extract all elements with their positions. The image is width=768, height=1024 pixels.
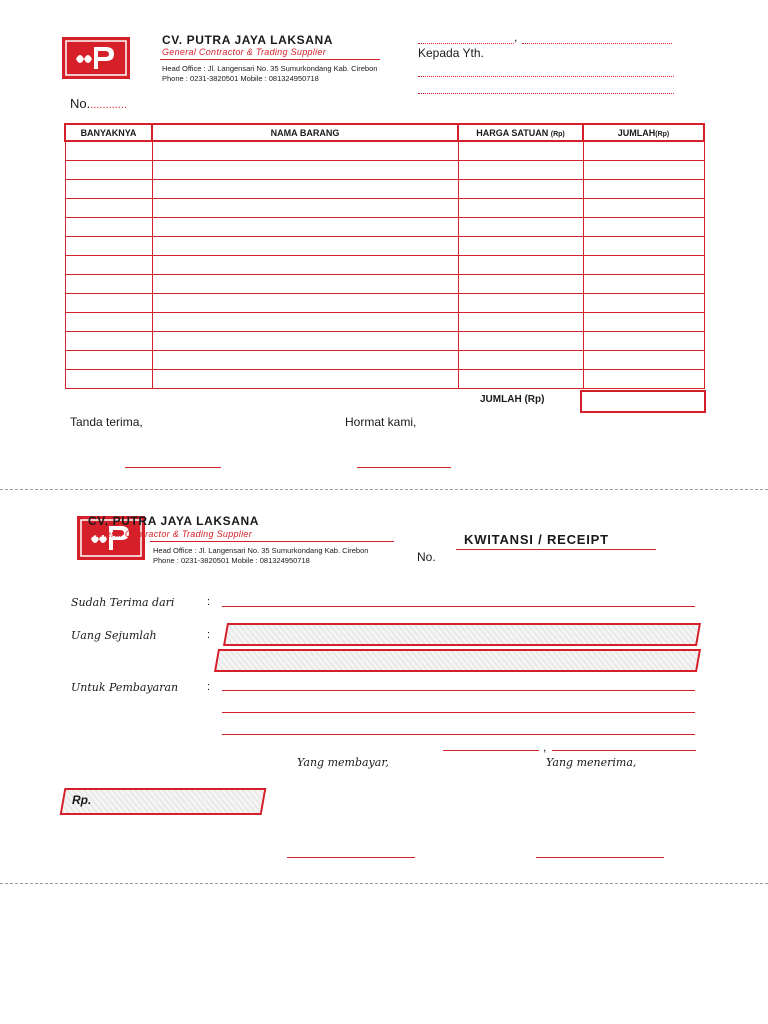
recipient-line-1[interactable] — [418, 76, 674, 77]
table-row — [65, 294, 704, 313]
received-from-line[interactable] — [222, 606, 695, 607]
qty-cell[interactable] — [65, 313, 152, 332]
item-cell[interactable] — [152, 370, 458, 389]
qty-cell[interactable] — [65, 141, 152, 161]
table-row — [65, 180, 704, 199]
receipt-company-phone: Phone : 0231-3820501 Mobile : 081324950718 — [153, 556, 310, 565]
amount-words-label: Uang Sejumlah — [71, 629, 157, 642]
payment-for-line-2[interactable] — [222, 712, 695, 713]
table-row — [65, 332, 704, 351]
unit-price-cell[interactable] — [458, 256, 583, 275]
total-cell[interactable] — [583, 294, 704, 313]
company-subtitle: General Contractor & Trading Supplier — [162, 47, 327, 57]
sender-signature-line[interactable] — [357, 467, 451, 468]
item-cell[interactable] — [152, 141, 458, 161]
qty-cell[interactable] — [65, 275, 152, 294]
qty-cell[interactable] — [65, 294, 152, 313]
receipt-company-underline — [150, 541, 394, 542]
unit-price-cell[interactable] — [458, 218, 583, 237]
unit-price-cell[interactable] — [458, 237, 583, 256]
recipient-line-2[interactable] — [418, 93, 674, 94]
table-row — [65, 237, 704, 256]
item-cell[interactable] — [152, 237, 458, 256]
place-line[interactable] — [443, 750, 539, 751]
total-cell[interactable] — [583, 180, 704, 199]
table-row — [65, 275, 704, 294]
items-table — [64, 123, 705, 389]
unit-price-cell[interactable] — [458, 275, 583, 294]
payer-label: Yang membayar, — [297, 756, 389, 769]
unit-price-cell[interactable] — [458, 161, 583, 180]
receipt-number-label: No. — [417, 550, 436, 564]
item-cell[interactable] — [152, 351, 458, 370]
total-cell[interactable] — [583, 332, 704, 351]
qty-cell[interactable] — [65, 199, 152, 218]
date-line-receipt[interactable] — [552, 750, 696, 751]
qty-cell[interactable] — [65, 218, 152, 237]
receipt-title: KWITANSI / RECEIPT — [464, 532, 609, 547]
logo-mark-icon — [64, 39, 128, 77]
payment-for-line-1[interactable] — [222, 690, 695, 691]
total-cell[interactable] — [583, 218, 704, 237]
date-year-line[interactable] — [522, 43, 672, 44]
total-cell[interactable] — [583, 237, 704, 256]
cut-line-1 — [0, 489, 768, 490]
table-row — [65, 161, 704, 180]
total-cell[interactable] — [583, 161, 704, 180]
item-cell[interactable] — [152, 256, 458, 275]
item-cell[interactable] — [152, 332, 458, 351]
company-logo — [62, 37, 130, 79]
item-cell[interactable] — [152, 180, 458, 199]
col-total: JUMLAH(Rp) — [583, 124, 704, 141]
total-box[interactable] — [580, 390, 706, 413]
payer-signature-line[interactable] — [287, 857, 415, 858]
amount-words-field-1[interactable] — [223, 623, 701, 646]
payment-for-label: Untuk Pembayaran — [71, 681, 179, 694]
recipient-label: Kepada Yth. — [418, 46, 484, 60]
total-cell[interactable] — [583, 313, 704, 332]
place-date-comma: , — [543, 740, 547, 754]
received-from-colon: : — [207, 596, 211, 608]
receiver-signature-line[interactable] — [125, 467, 221, 468]
qty-cell[interactable] — [65, 351, 152, 370]
unit-price-cell[interactable] — [458, 199, 583, 218]
payment-for-line-3[interactable] — [222, 734, 695, 735]
item-cell[interactable] — [152, 313, 458, 332]
qty-cell[interactable] — [65, 332, 152, 351]
table-row — [65, 256, 704, 275]
item-cell[interactable] — [152, 161, 458, 180]
item-cell[interactable] — [152, 275, 458, 294]
invoice-number-label: No............. — [70, 96, 127, 111]
total-cell[interactable] — [583, 370, 704, 389]
total-cell[interactable] — [583, 141, 704, 161]
amount-words-field-2[interactable] — [214, 649, 701, 672]
total-cell[interactable] — [583, 351, 704, 370]
amount-rp-label: Rp. — [72, 793, 92, 807]
date-comma: , — [514, 30, 518, 44]
receipt-company-subtitle: General Contractor & Trading Supplier — [88, 529, 253, 539]
unit-price-cell[interactable] — [458, 351, 583, 370]
company-underline — [160, 59, 380, 60]
receipt-company-address: Head Office : Jl. Langensari No. 35 Sumurkondang Kab. Cirebon — [153, 546, 369, 555]
total-cell[interactable] — [583, 199, 704, 218]
item-cell[interactable] — [152, 199, 458, 218]
total-cell[interactable] — [583, 275, 704, 294]
col-qty: BANYAKNYA — [65, 124, 152, 141]
table-row — [65, 351, 704, 370]
qty-cell[interactable] — [65, 180, 152, 199]
amount-words-colon: : — [207, 629, 211, 641]
qty-cell[interactable] — [65, 256, 152, 275]
receiver-label: Yang menerima, — [546, 756, 637, 769]
receipt-company-name: CV. PUTRA JAYA LAKSANA — [88, 514, 260, 528]
qty-cell[interactable] — [65, 161, 152, 180]
unit-price-cell[interactable] — [458, 313, 583, 332]
unit-price-cell[interactable] — [458, 141, 583, 161]
table-row — [65, 313, 704, 332]
item-cell[interactable] — [152, 218, 458, 237]
unit-price-cell[interactable] — [458, 294, 583, 313]
col-item: NAMA BARANG — [152, 124, 458, 141]
cut-line-2 — [0, 883, 768, 884]
company-name: CV. PUTRA JAYA LAKSANA — [162, 33, 334, 47]
unit-price-cell[interactable] — [458, 180, 583, 199]
date-line[interactable] — [418, 43, 514, 44]
total-label: JUMLAH (Rp) — [480, 394, 545, 405]
unit-price-cell[interactable] — [458, 370, 583, 389]
table-row — [65, 370, 704, 389]
qty-cell[interactable] — [65, 237, 152, 256]
received-from-label: Sudah Terima dari — [71, 596, 175, 609]
qty-cell[interactable] — [65, 370, 152, 389]
table-row — [65, 141, 704, 161]
total-cell[interactable] — [583, 256, 704, 275]
invoice-number-field[interactable]: ............ — [90, 99, 127, 111]
company-phone: Phone : 0231-3820501 Mobile : 081324950718 — [162, 74, 319, 83]
payment-for-colon: : — [207, 681, 211, 693]
receiver-signature-line-receipt[interactable] — [536, 857, 664, 858]
table-row — [65, 199, 704, 218]
table-header — [65, 124, 704, 141]
receipt-title-underline — [456, 549, 656, 550]
unit-price-cell[interactable] — [458, 332, 583, 351]
item-cell[interactable] — [152, 294, 458, 313]
col-unit-price: HARGA SATUAN (Rp) — [458, 124, 583, 141]
received-by-label: Tanda terima, — [70, 415, 143, 429]
company-address: Head Office : Jl. Langensari No. 35 Sumurkondang Kab. Cirebon — [162, 64, 378, 73]
regards-label: Hormat kami, — [345, 415, 417, 429]
table-row — [65, 218, 704, 237]
